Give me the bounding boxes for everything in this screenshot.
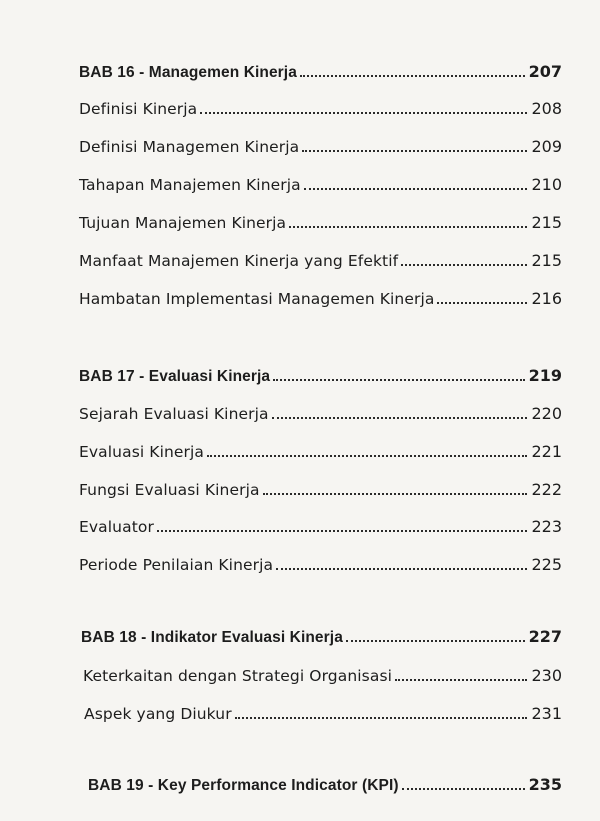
toc-title: Sejarah Evaluasi Kinerja	[79, 405, 269, 423]
toc-page-number: 207	[528, 62, 562, 81]
toc-title: Tujuan Manajemen Kinerja	[79, 214, 287, 232]
toc-chapter-18[interactable]	[81, 627, 562, 648]
dot-leader	[276, 568, 527, 570]
toc-entry-keterkaitan-strategi[interactable]	[83, 666, 562, 686]
toc-chapter-17[interactable]	[79, 366, 562, 387]
dot-leader	[402, 788, 525, 790]
toc-chapter-16[interactable]	[79, 62, 562, 83]
toc-page-number: 208	[531, 99, 562, 118]
toc-entry-tahapan-manajemen-kinerja[interactable]	[79, 175, 562, 195]
toc-title: BAB 16 - Managemen Kinerja	[79, 64, 297, 81]
toc-entry-aspek-yang-diukur[interactable]	[84, 704, 562, 724]
toc-page-number: 220	[531, 404, 562, 423]
toc-page-number: 209	[531, 137, 562, 156]
toc-page-number: 210	[531, 175, 562, 194]
toc-title: Tahapan Manajemen Kinerja	[79, 176, 301, 194]
toc-entry-tujuan-manajemen-kinerja[interactable]	[79, 213, 562, 233]
toc-page-number: 215	[531, 251, 562, 270]
toc-chapter-19[interactable]	[88, 775, 562, 796]
dot-leader	[302, 150, 527, 152]
toc-title: Hambatan Implementasi Managemen Kinerja	[79, 290, 435, 308]
toc-entry-evaluator[interactable]	[79, 517, 562, 537]
dot-leader	[346, 640, 525, 642]
dot-leader	[437, 302, 527, 304]
dot-leader	[289, 226, 527, 228]
toc-entry-evaluasi-kinerja[interactable]	[79, 442, 562, 462]
toc-page-number: 235	[528, 775, 562, 794]
toc-title: BAB 17 - Evaluasi Kinerja	[79, 368, 271, 385]
toc-title: Manfaat Manajemen Kinerja yang Efektif	[79, 252, 399, 270]
toc-title: BAB 19 - Key Performance Indicator (KPI)	[88, 777, 399, 794]
toc-entry-fungsi-evaluasi-kinerja[interactable]	[79, 480, 562, 500]
toc-page-number: 215	[531, 213, 562, 232]
toc-title: BAB 18 - Indikator Evaluasi Kinerja	[81, 629, 343, 646]
toc-title: Definisi Managemen Kinerja	[79, 138, 300, 156]
dot-leader	[235, 717, 528, 719]
toc-title: Aspek yang Diukur	[84, 705, 232, 723]
toc-page-number: 216	[531, 289, 562, 308]
toc-entry-definisi-kinerja[interactable]	[79, 99, 562, 119]
dot-leader	[300, 75, 525, 77]
dot-leader	[395, 679, 527, 681]
toc-page-number: 223	[531, 517, 562, 536]
dot-leader	[401, 264, 527, 266]
toc-entry-manfaat-manajemen-kinerja[interactable]	[79, 251, 562, 271]
toc-page-number: 225	[531, 555, 562, 574]
toc-page-number: 227	[528, 627, 562, 646]
toc-title: Fungsi Evaluasi Kinerja	[79, 481, 260, 499]
dot-leader	[207, 455, 527, 457]
toc-title: Definisi Kinerja	[79, 100, 198, 118]
toc-entry-hambatan-implementasi[interactable]	[79, 289, 562, 309]
toc-title: Evaluator	[79, 518, 154, 536]
dot-leader	[200, 112, 527, 114]
toc-page-number: 219	[528, 366, 562, 385]
toc-page-number: 231	[531, 704, 562, 723]
dot-leader	[273, 379, 524, 381]
toc-entry-sejarah-evaluasi-kinerja[interactable]	[79, 404, 562, 424]
toc-title: Evaluasi Kinerja	[79, 443, 205, 461]
dot-leader	[272, 417, 528, 419]
dot-leader	[304, 188, 528, 190]
toc-page-number: 222	[531, 480, 562, 499]
toc-title: Periode Penilaian Kinerja	[79, 556, 274, 574]
toc-page-number: 230	[531, 666, 562, 685]
toc-entry-definisi-managemen-kinerja[interactable]	[79, 137, 562, 157]
dot-leader	[157, 530, 528, 532]
toc-page-number: 221	[531, 442, 562, 461]
toc-entry-periode-penilaian-kinerja[interactable]	[79, 555, 562, 575]
toc-title: Keterkaitan dengan Strategi Organisasi	[83, 667, 393, 685]
dot-leader	[263, 493, 528, 495]
